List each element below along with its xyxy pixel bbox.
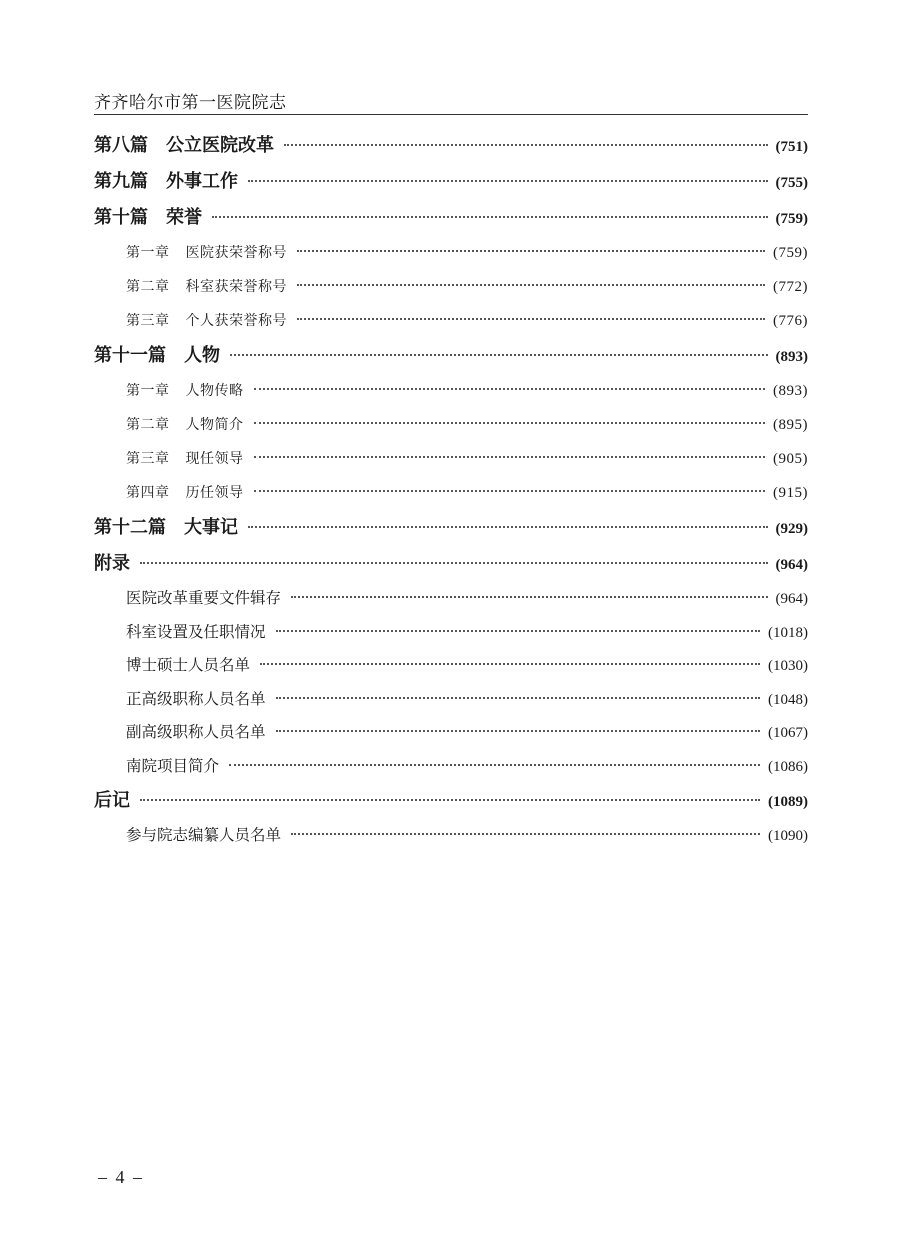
dot-leader [254, 422, 766, 424]
toc-entry-title: 公立医院改革 [166, 135, 274, 156]
dot-leader [276, 730, 760, 732]
toc-entry-label [126, 476, 244, 510]
toc-entry-label [126, 442, 244, 476]
toc-entry-number: 第一章 [126, 383, 170, 399]
toc-entry-label [126, 582, 281, 616]
toc-entry-page: (893) [775, 349, 808, 365]
toc-entry-label [126, 270, 287, 304]
toc-entry-title: 后记 [94, 790, 130, 811]
toc-entry-title: 科室设置及任职情况 [126, 622, 266, 641]
toc-entry-page: (772) [773, 279, 808, 295]
toc-entry-title: 人物 [184, 345, 220, 366]
toc-entry-page: (755) [775, 175, 808, 191]
toc-entry-page: (915) [773, 485, 808, 501]
toc-entry[interactable] [94, 716, 808, 750]
toc-entry-page: (1067) [768, 725, 808, 741]
toc-entry-page: (964) [775, 557, 808, 573]
toc-entry[interactable] [94, 616, 808, 650]
dot-leader [254, 490, 766, 492]
toc-entry-page: (905) [773, 451, 808, 467]
toc-entry-label [94, 783, 130, 819]
toc-entry-number: 第十一篇 [94, 345, 166, 366]
toc-entry[interactable] [94, 200, 808, 236]
toc-entry[interactable] [94, 783, 808, 819]
toc-entry[interactable] [94, 128, 808, 164]
toc-entry[interactable] [94, 442, 808, 476]
toc-entry-label [126, 716, 266, 750]
toc-entry[interactable] [94, 304, 808, 338]
dot-leader [212, 216, 768, 218]
toc-entry-label [126, 649, 250, 683]
toc-entry-page: (1030) [768, 658, 808, 674]
dot-leader [140, 562, 768, 564]
toc-entry-title: 历任领导 [185, 485, 244, 501]
toc-entry-label [126, 408, 244, 442]
dot-leader [248, 526, 768, 528]
toc-entry-page: (1089) [768, 794, 808, 810]
dot-leader [254, 388, 766, 390]
toc-entry-number: 第四章 [126, 485, 170, 501]
toc-entry-number: 第十二篇 [94, 517, 166, 538]
toc-entry[interactable] [94, 819, 808, 853]
toc-entry-title: 附录 [94, 553, 130, 574]
dot-leader [276, 630, 760, 632]
toc-entry-title: 大事记 [184, 517, 238, 538]
toc-entry-label [94, 338, 220, 374]
toc-entry[interactable] [94, 408, 808, 442]
toc-entry-page: (1048) [768, 691, 808, 708]
toc-entry-label [94, 164, 238, 200]
toc-entry[interactable] [94, 270, 808, 304]
dot-leader [291, 596, 767, 598]
toc-entry-page: (964) [775, 591, 808, 607]
toc-entry-number: 第二章 [126, 417, 170, 433]
dot-leader [291, 833, 760, 835]
dot-leader [248, 180, 768, 182]
toc-entry-number: 第九篇 [94, 171, 148, 192]
toc-entry-title: 人物传略 [185, 383, 244, 399]
toc-entry-page: (893) [773, 383, 808, 399]
toc-entry-title: 正高级职称人员名单 [126, 689, 266, 708]
toc-entry-label [126, 304, 287, 338]
toc-entry-label [94, 200, 202, 236]
toc-entry[interactable] [94, 338, 808, 374]
dot-leader [297, 250, 765, 252]
toc-entry-label [94, 546, 130, 582]
toc-entry[interactable] [94, 582, 808, 616]
dot-leader [254, 456, 766, 458]
toc-entry-label [126, 750, 219, 784]
toc-entry-number: 第三章 [126, 313, 170, 329]
toc-entry-title: 现任领导 [185, 451, 244, 467]
toc-entry-number: 第一章 [126, 245, 170, 261]
dot-leader [297, 284, 765, 286]
toc-entry[interactable] [94, 683, 808, 717]
toc-entry[interactable] [94, 750, 808, 784]
page-number: – 4 – [98, 1167, 144, 1187]
toc-entry-page: (895) [773, 417, 808, 433]
toc-entry-label [94, 510, 238, 546]
dot-leader [260, 663, 760, 665]
toc-entry-title: 荣誉 [166, 207, 202, 228]
toc-entry[interactable] [94, 374, 808, 408]
toc-entry-title: 人物简介 [185, 417, 244, 433]
dot-leader [140, 799, 760, 801]
toc-entry-label [126, 236, 287, 270]
toc-entry-label [94, 128, 274, 164]
dot-leader [230, 354, 768, 356]
toc-entry[interactable] [94, 546, 808, 582]
toc-entry-page: (751) [775, 139, 808, 155]
toc-entry-title: 个人获荣誉称号 [185, 313, 287, 329]
dot-leader [297, 318, 765, 320]
toc-entry-page: (929) [775, 521, 808, 537]
toc-entry-page: (759) [773, 245, 808, 261]
table-of-contents [94, 128, 808, 853]
toc-entry-page: (1086) [768, 758, 808, 775]
toc-entry-title: 医院改革重要文件辑存 [126, 589, 282, 607]
toc-entry[interactable] [94, 649, 808, 683]
toc-entry-number: 第三章 [126, 451, 170, 467]
toc-entry-page: (776) [773, 313, 808, 329]
running-head: 齐齐哈尔市第一医院院志 [94, 93, 287, 113]
toc-entry-label [126, 616, 266, 650]
toc-entry-title: 科室获荣誉称号 [185, 279, 287, 295]
dot-leader [229, 764, 760, 766]
dot-leader [276, 697, 760, 699]
dot-leader [284, 144, 768, 146]
toc-entry-label [126, 819, 281, 853]
toc-entry[interactable] [94, 510, 808, 546]
toc-entry-page: (759) [775, 211, 808, 227]
toc-entry[interactable] [94, 236, 808, 270]
toc-entry-label [126, 374, 244, 408]
toc-entry-title: 博士硕士人员名单 [126, 656, 251, 674]
toc-entry-page: (1018) [768, 624, 808, 641]
header-rule [94, 114, 808, 115]
toc-entry-title: 参与院志编纂人员名单 [126, 826, 282, 844]
toc-entry-number: 第十篇 [94, 207, 148, 228]
toc-entry-number: 第八篇 [94, 135, 148, 156]
toc-entry-page: (1090) [768, 828, 808, 844]
toc-entry[interactable] [94, 164, 808, 200]
toc-entry-number: 第二章 [126, 279, 170, 295]
toc-entry-title: 医院获荣誉称号 [185, 245, 287, 261]
toc-entry-title: 外事工作 [166, 171, 238, 192]
toc-entry-title: 南院项目简介 [126, 756, 220, 775]
toc-entry[interactable] [94, 476, 808, 510]
toc-entry-label [126, 683, 266, 717]
toc-entry-title: 副高级职称人员名单 [126, 723, 266, 741]
